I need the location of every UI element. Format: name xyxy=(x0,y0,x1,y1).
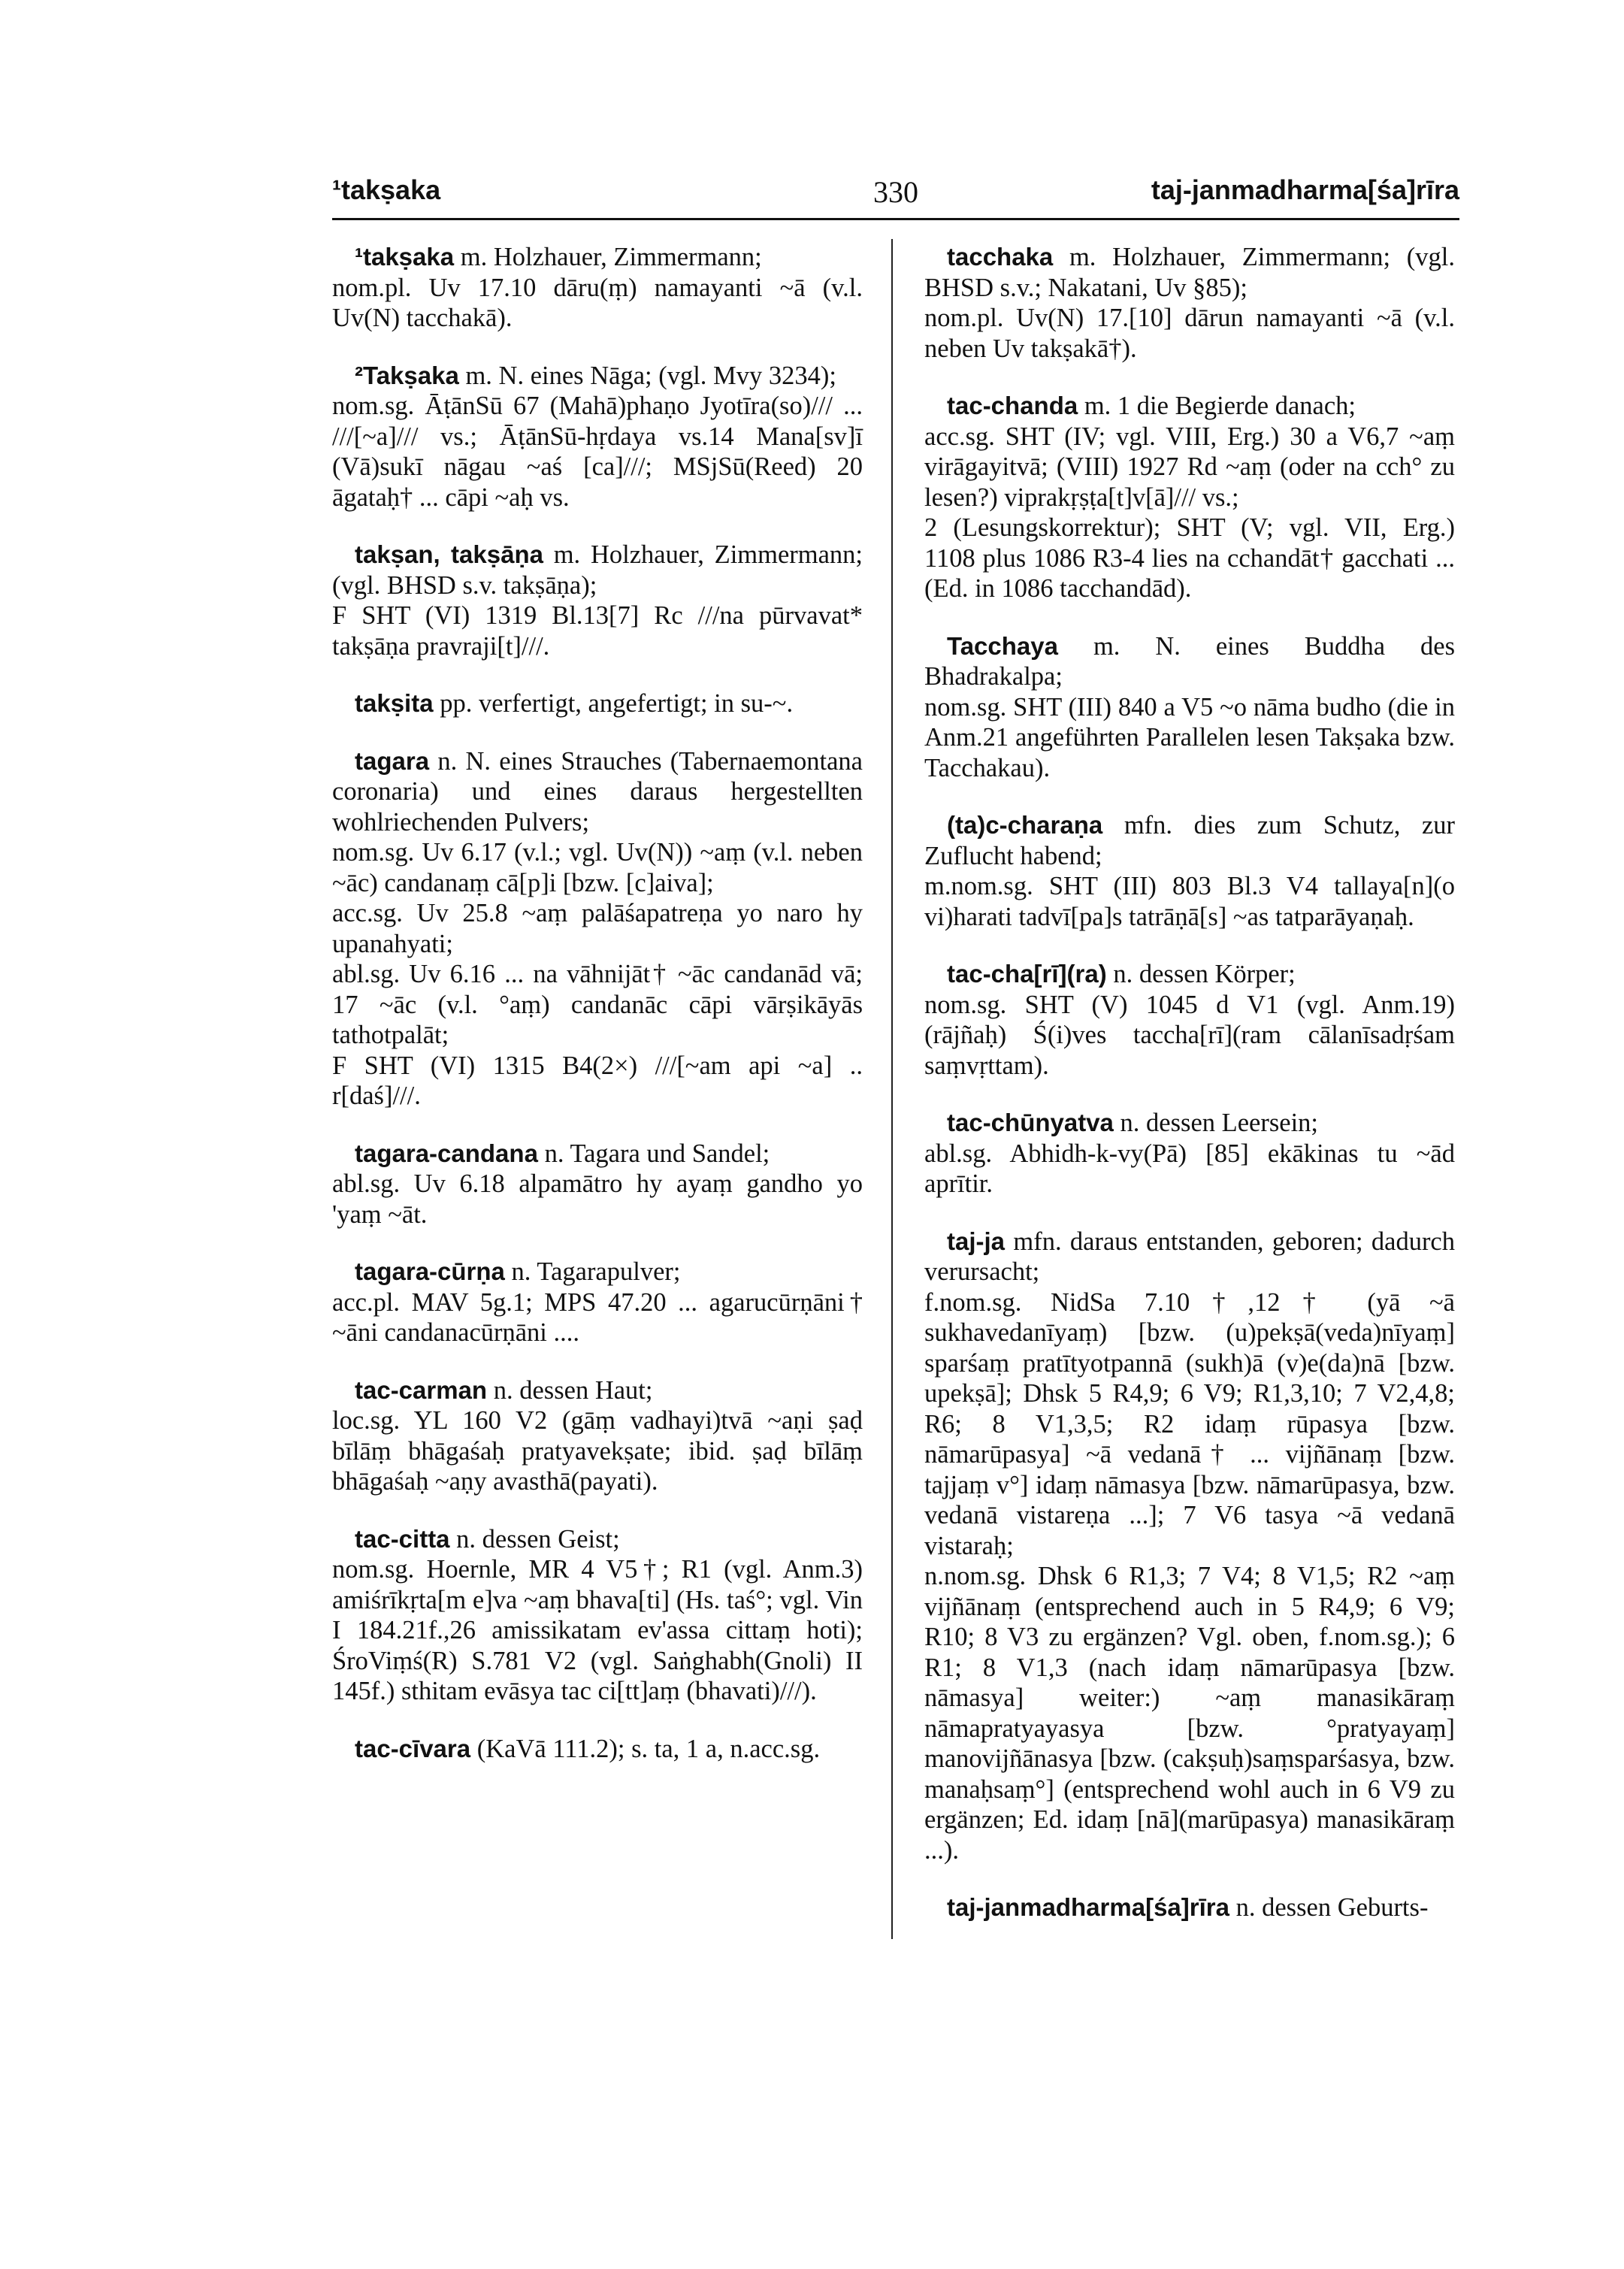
definition: (KaVā 111.2); s. ta, 1 a, n.acc.sg. xyxy=(470,1734,821,1763)
citation-line: m.nom.sg. SHT (III) 803 Bl.3 V4 tallaya[n](o vi)harati tadvī[pa]s tatrāṇā[s] ~as tatparāyaṇaḥ. xyxy=(924,872,1455,931)
citation-line: 2 (Lesungskorrektur); SHT (V; vgl. VII, Erg.) 1108 plus 1086 R3-4 lies na cchandāt† gacchati ... (Ed. in 1086 tacchandād). xyxy=(924,513,1455,603)
citation-line: nom.sg. SHT (III) 840 a V5 ~o nāma budho (die in Anm.21 angeführten Parallelen lesen Takṣaka bzw. Tacchakau). xyxy=(924,692,1455,782)
headword: tagara-candana xyxy=(355,1139,538,1167)
citation-line: nom.sg. Uv 6.17 (v.l.; vgl. Uv(N)) ~aṃ (v.l. neben ~āc) candanaṃ cā[p]i [bzw. [c]aiva]; xyxy=(332,838,863,897)
running-head-left: ¹takṣaka xyxy=(332,174,441,205)
headword: takṣita xyxy=(355,689,434,717)
header-rule xyxy=(332,218,1459,220)
definition: n. dessen Geburts- xyxy=(1229,1893,1429,1922)
dictionary-entry xyxy=(924,1108,1455,1200)
citation-line: f.nom.sg. NidSa 7.10†,12† (yā ~ā sukhavedanīyaṃ) [bzw. (u)pekṣā(veda)nīyaṃ] sparśaṃ pratītyotpannā (sukh)ā (v)e(da)nā [bzw. upekṣā]; Dhsk 5 R4,9; 6 V9; R1,3,10; 7 V2,4,8; R6; 8 V1,3,5; R2 idaṃ rūpasya [bzw. nāmarūpasya] ~ā vedanā† ... vijñānaṃ [bzw. tajjaṃ v°] idaṃ nāmasya [bzw. nāmarūpasya, bzw. vedanā vistareṇa ...]; 7 V6 tasya ~ā vedanā vistaraḥ; xyxy=(924,1287,1455,1560)
citation-line: abl.sg. Uv 6.16 ... na vāhnijāt† ~āc candanād vā; 17 ~āc (v.l. °aṃ) candanāc cāpi vārṣikāyās tathotpalāt; xyxy=(332,960,863,1049)
headword: tac-chūnyatva xyxy=(947,1109,1114,1136)
dictionary-entry xyxy=(332,1524,863,1707)
citation-line: F SHT (VI) 1319 Bl.13[7] Rc ///na pūrvavat* takṣāṇa pravraji[t]///. xyxy=(332,601,863,661)
definition: n. dessen Haut; xyxy=(487,1375,653,1405)
entry-headline xyxy=(924,391,1455,422)
dictionary-entry xyxy=(924,959,1455,1081)
citation-line: n.nom.sg. Dhsk 6 R1,3; 7 V4; 8 V1,5; R2 ~aṃ vijñānaṃ (entsprechend auch in 5 R4,9; 6 V9; R10; 8 V3 zu ergänzen? Vgl. oben, f.nom.sg.); 6 R1; 8 V1,3 (nach idaṃ nāmarūpasya [bzw. nāmasya] weiter:) ~aṃ manasikāraṃ nāmapratyayasya [bzw. °pratyayaṃ] manovijñānasya [bzw. (cakṣuḥ)saṃsparśasya, bzw. manaḥsaṃ°] (entsprechend wohl auch in 6 V9 zu ergänzen; Ed. idaṃ [nā](marūpasya) manasikāraṃ ...). xyxy=(924,1562,1455,1865)
entry-headline xyxy=(332,688,863,719)
definition: mfn. dies zum Schutz, zur Zuflucht habend; xyxy=(924,811,1455,870)
page-number: 330 xyxy=(873,175,918,209)
dictionary-entry xyxy=(924,391,1455,604)
column-divider xyxy=(891,239,893,1939)
headword: tac-citta xyxy=(355,1524,450,1553)
headword: tagara-cūrṇa xyxy=(355,1257,505,1285)
definition: n. dessen Leersein; xyxy=(1113,1109,1318,1137)
definition: m. N. eines Buddha des Bhadrakalpa; xyxy=(924,631,1455,691)
dictionary-entry xyxy=(332,1734,863,1765)
right-column xyxy=(924,242,1455,1950)
entry-headline xyxy=(924,810,1455,871)
definition: m. N. eines Nāga; (vgl. Mvy 3234); xyxy=(458,361,836,390)
entry-headline xyxy=(332,361,863,392)
entry-headline xyxy=(332,746,863,838)
entry-headline xyxy=(924,631,1455,692)
dictionary-entry xyxy=(332,1375,863,1497)
headword: tac-cha[rī](ra) xyxy=(947,960,1107,988)
definition: mfn. daraus entstanden, geboren; dadurch verursacht; xyxy=(924,1227,1455,1286)
citation-line: nom.pl. Uv(N) 17.[10] dārun namayanti ~ā (v.l. neben Uv takṣakā†). xyxy=(924,304,1455,363)
entry-headline xyxy=(924,1892,1455,1923)
citation-line: F SHT (VI) 1315 B4(2×) ///[~am api ~a] .. r[daś]///. xyxy=(332,1051,863,1110)
page-header xyxy=(332,174,1459,216)
definition: pp. verfertigt, angefertigt; in su-~. xyxy=(433,689,794,718)
citation-line: nom.pl. Uv 17.10 dāru(ṃ) namayanti ~ā (v.l. Uv(N) tacchakā). xyxy=(332,273,863,332)
definition: n. Tagarapulver; xyxy=(504,1257,681,1286)
entry-headline xyxy=(332,1375,863,1406)
entry-headline xyxy=(332,1257,863,1287)
entry-headline xyxy=(924,1108,1455,1139)
entry-headline xyxy=(332,242,863,273)
entry-headline xyxy=(332,1139,863,1169)
headword: (ta)c-charaṇa xyxy=(947,811,1103,839)
entry-headline xyxy=(924,1227,1455,1287)
dictionary-entry xyxy=(332,1257,863,1348)
entry-headline xyxy=(924,242,1455,303)
definition: n. N. eines Strauches (Tabernaemontana coronaria) und eines daraus hergestellten wohlriechenden Pulvers; xyxy=(332,746,863,837)
left-column xyxy=(332,242,863,1791)
citation-line: loc.sg. YL 160 V2 (gāṃ vadhayi)tvā ~aṇi ṣaḍ bīlāṃ bhāgaśaḥ pratyavekṣate; ibid. ṣaḍ bīlāṃ bhāgaśaḥ ~aṇy avasthā(payati). xyxy=(332,1406,863,1496)
dictionary-entry xyxy=(332,746,863,1112)
definition: m. 1 die Begierde danach; xyxy=(1078,392,1356,420)
entry-headline xyxy=(332,1734,863,1765)
dictionary-entry xyxy=(924,810,1455,932)
dictionary-entry xyxy=(332,361,863,513)
headword: tac-cīvara xyxy=(355,1734,471,1762)
dictionary-entry xyxy=(332,1139,863,1230)
entry-headline xyxy=(332,540,863,601)
headword: takṣan, takṣāṇa xyxy=(355,540,543,568)
citation-line: abl.sg. Abhidh-k-vy(Pā) [85] ekākinas tu ~ād aprītir. xyxy=(924,1139,1455,1198)
headword: Tacchaya xyxy=(947,631,1058,660)
headword: tac-chanda xyxy=(947,392,1078,419)
citation-line: nom.sg. Hoernle, MR 4 V5†; R1 (vgl. Anm.3) amiśrīkṛta[m e]va ~aṃ bhava[ti] (Hs. taś°; vgl. Vin I 184.21f.,26 amissikatam ev'assa cittaṃ hoti); ŚroViṃś(R) S.781 V2 (vgl. Saṅghabh(Gnoli) II 145f.) sthitam evāsya tac ci[tt]aṃ (bhavati)///). xyxy=(332,1555,863,1705)
dictionary-entry xyxy=(332,242,863,334)
headword: tacchaka xyxy=(947,243,1054,271)
headword: ¹takṣaka xyxy=(355,243,455,271)
citation-line: acc.sg. Uv 25.8 ~aṃ palāśapatreṇa yo naro hy upanahyati; xyxy=(332,899,863,958)
headword: taj-janmadharma[śa]rīra xyxy=(947,1893,1229,1921)
headword: tac-carman xyxy=(355,1375,488,1404)
entry-headline xyxy=(332,1524,863,1555)
dictionary-entry xyxy=(332,540,863,661)
headword: taj-ja xyxy=(947,1227,1006,1255)
definition: n. dessen Körper; xyxy=(1106,960,1296,988)
dictionary-entry xyxy=(332,688,863,719)
dictionary-entry xyxy=(924,631,1455,784)
headword: ²Takṣaka xyxy=(355,361,459,389)
definition: m. Holzhauer, Zimmermann; (vgl. BHSD s.v.; Nakatani, Uv §85); xyxy=(924,243,1455,302)
definition: m. Holzhauer, Zimmermann; xyxy=(454,243,762,271)
entry-headline xyxy=(924,959,1455,990)
definition: m. Holzhauer, Zimmermann; (vgl. BHSD s.v. takṣāṇa); xyxy=(332,540,863,600)
definition: n. dessen Geist; xyxy=(449,1524,620,1554)
citation-line: abl.sg. Uv 6.18 alpamātro hy ayaṃ gandho yo 'yaṃ ~āt. xyxy=(332,1169,863,1229)
citation-line: acc.sg. SHT (IV; vgl. VIII, Erg.) 30 a V6,7 ~aṃ virāgayitvā; (VIII) 1927 Rd ~aṃ (oder na cch° zu lesen?) viprakṛṣṭa[t]v[ā]/// vs.; xyxy=(924,422,1455,512)
citation-line: acc.pl. MAV 5g.1; MPS 47.20 ... agarucūrṇāni† ~āni candanacūrṇāni .... xyxy=(332,1287,863,1347)
dictionary-entry xyxy=(924,1227,1455,1866)
citation-line: nom.sg. ĀṭānSū 67 (Mahā)phaṇo Jyotīra(so)/// ... ///[~a]/// vs.; ĀṭānSū-hṛdaya vs.14 Mana[sv]ī (Vā)sukī nāgau ~aś [ca]///; MSjSū(Reed) 20 āgataḥ† ... cāpi ~aḥ vs. xyxy=(332,392,863,512)
headword: tagara xyxy=(355,746,430,775)
running-head-right: taj-janmadharma[śa]rīra xyxy=(1151,174,1459,205)
definition: n. Tagara und Sandel; xyxy=(537,1139,770,1168)
dictionary-entry xyxy=(924,242,1455,364)
dictionary-entry xyxy=(924,1892,1455,1923)
citation-line: nom.sg. SHT (V) 1045 d V1 (vgl. Anm.19) (rājñaḥ) Ś(i)ves taccha[rī](ram cālanīsadṛśam saṃvṛttam). xyxy=(924,990,1455,1080)
